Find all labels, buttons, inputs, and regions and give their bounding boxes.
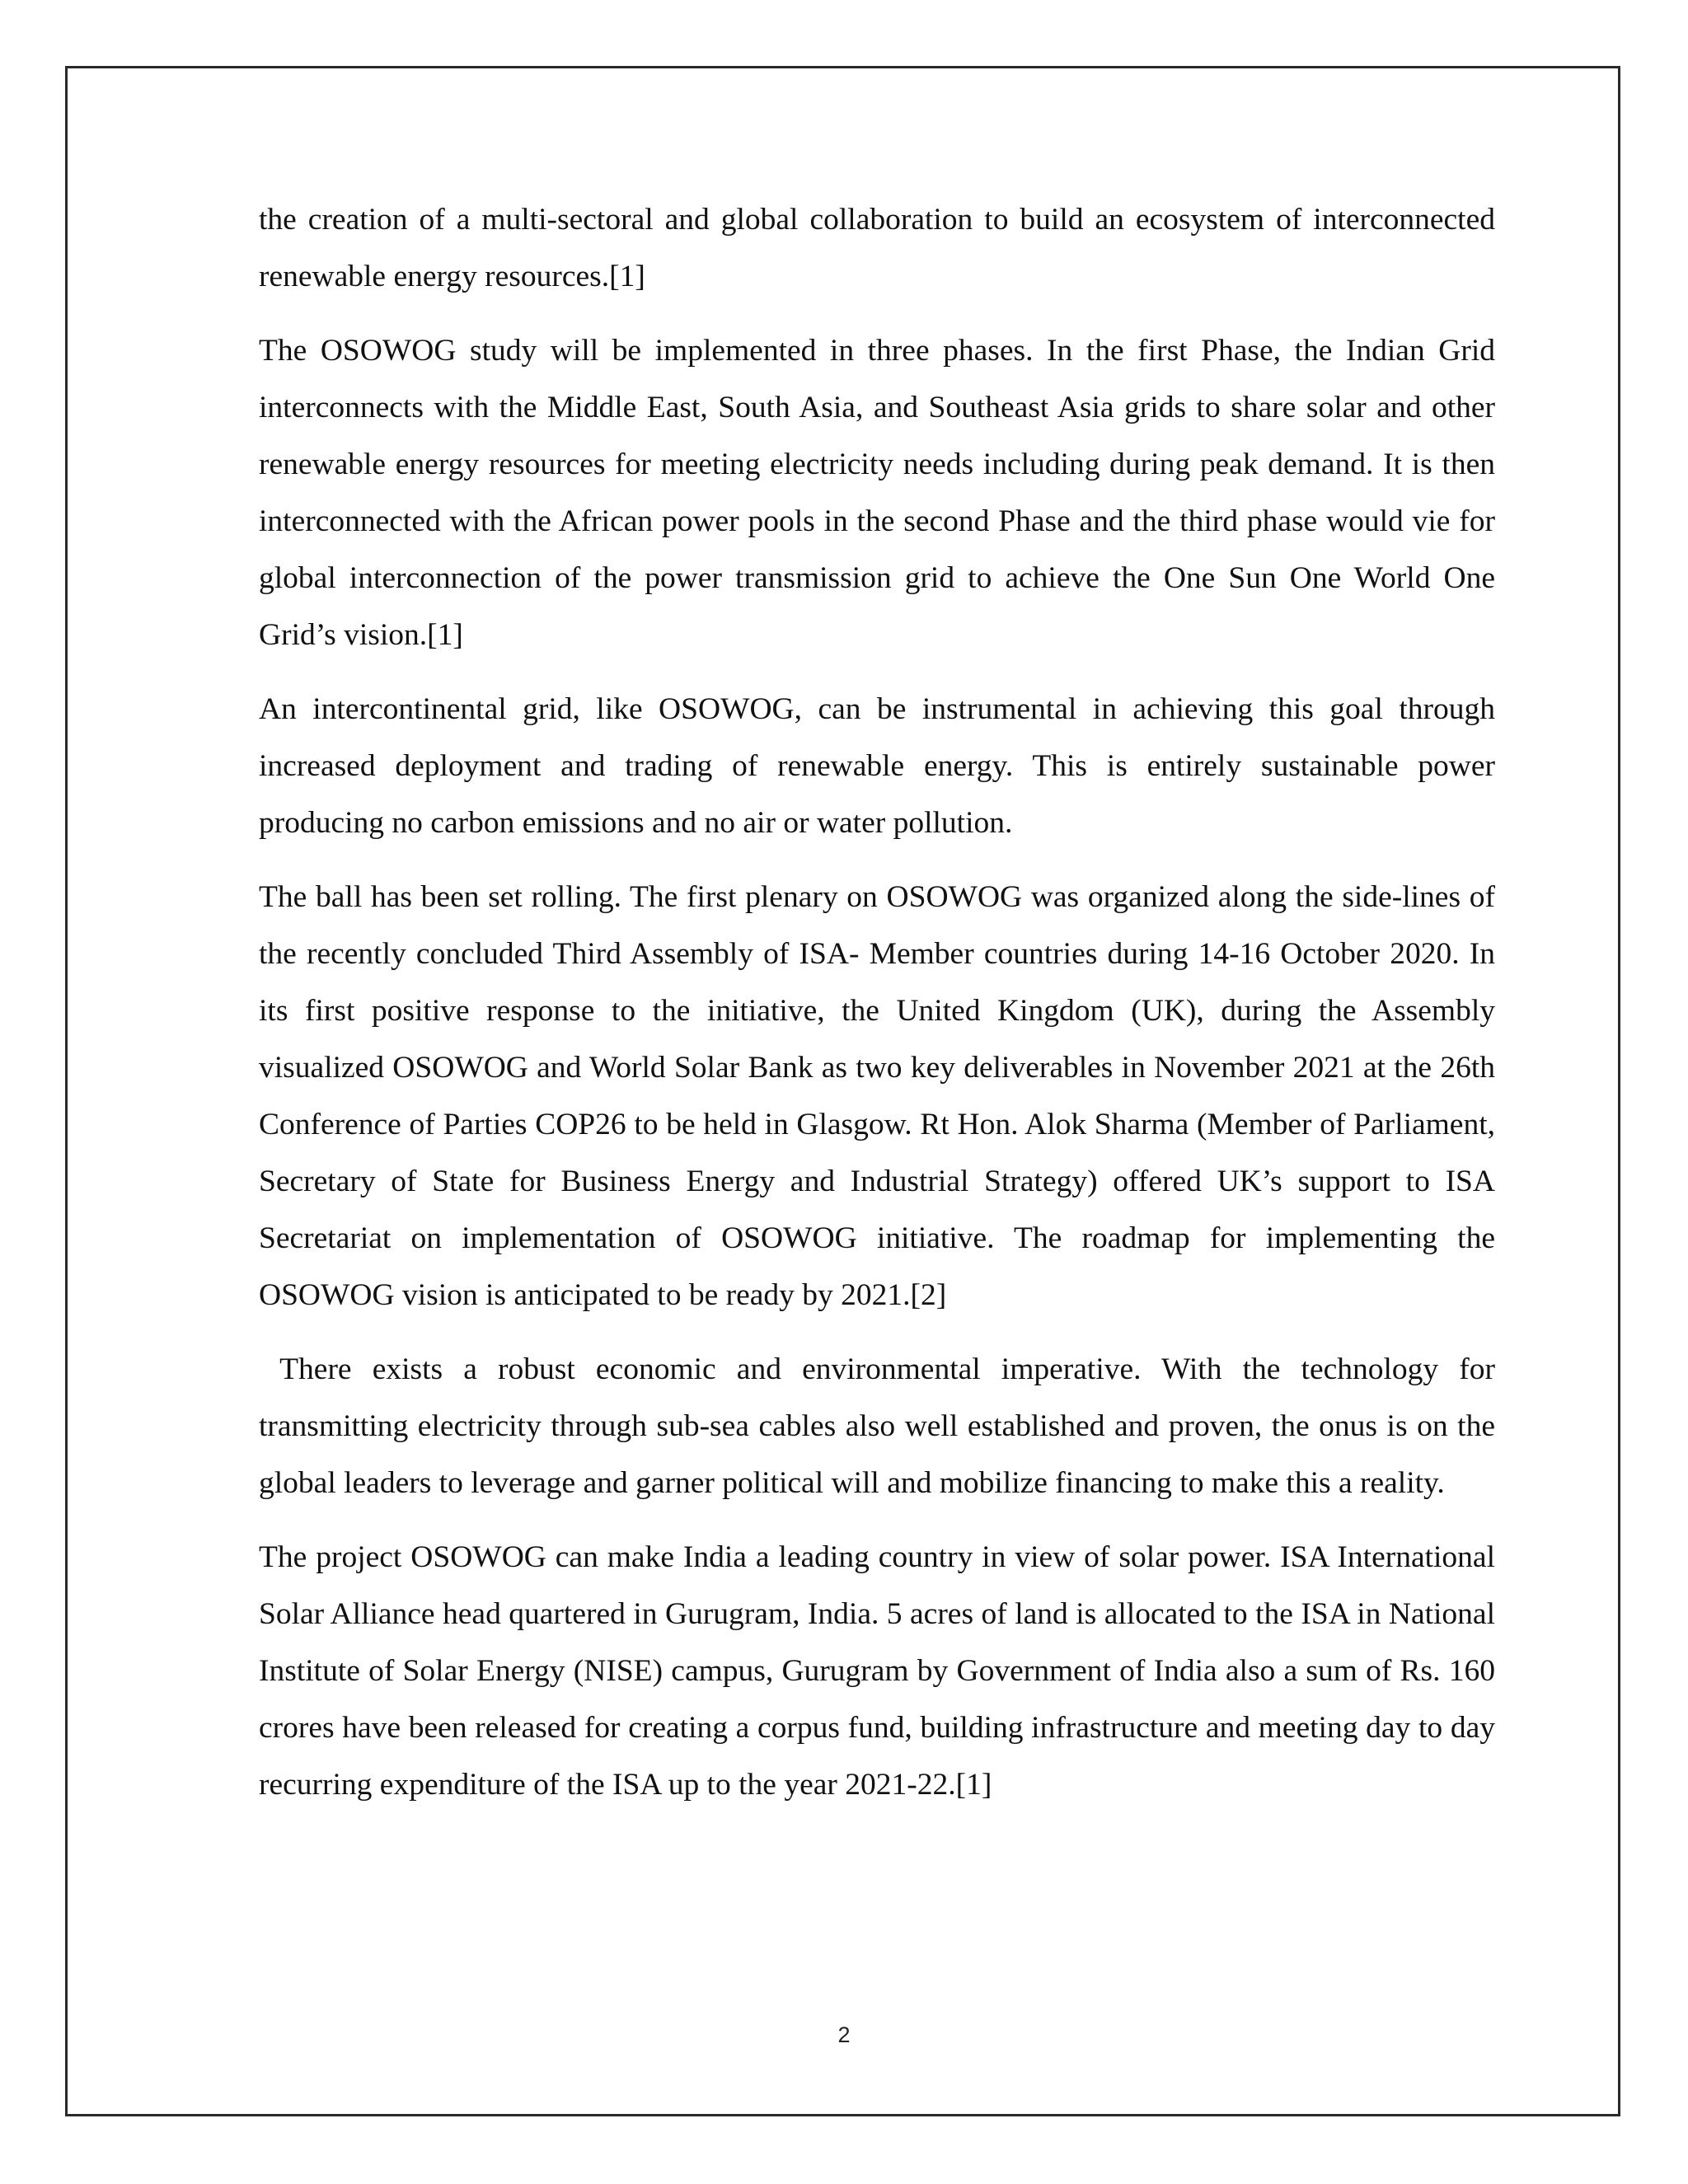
- paragraph-plenary: The ball has been set rolling. The first plenary on OSOWOG was organized along the side-lines of the recently concluded Third Assembly of ISA- Member countries during 14-16 October 2020. In its first positive response to the initiative, the United Kingdom (UK), during the Assembly visualized OSOWOG and World Solar Bank as two key deliverables in November 2021 at the 26th Conference of Parties COP26 to be held in Glasgow. Rt Hon. Alok Sharma (Member of Parliament, Secretary of State for Business Energy and Industrial Strategy) offered UK’s support to ISA Secretariat on implementation of OSOWOG initiative. The roadmap for implementing the OSOWOG vision is anticipated to be ready by 2021.[2]: [259, 880, 1495, 1312]
- paragraph-india-isa: The project OSOWOG can make India a leading country in view of solar power. ISA International Solar Alliance head quartered in Gurugram, India. 5 acres of land is allocated to the ISA in National Institute of Solar Energy (NISE) campus, Gurugram by Government of India also a sum of Rs. 160 crores have been released for creating a corpus fund, building infrastructure and meeting day to day recurring expenditure of the ISA up to the year 2021-22.[1]: [259, 1540, 1495, 1802]
- paragraph-phases: The OSOWOG study will be implemented in three phases. In the first Phase, the Indian Grid interconnects with the Middle East, South Asia, and Southeast Asia grids to share solar and other renewable energy resources for meeting electricity needs including during peak demand. It is then interconnected with the African power pools in the second Phase and the third phase would vie for global interconnection of the power transmission grid to achieve the One Sun One World One Grid’s vision.[1]: [259, 334, 1495, 652]
- document-body: [259, 191, 1503, 1830]
- paragraph-imperative: There exists a robust economic and environmental imperative. With the technology for transmitting electricity through sub-sea cables also well established and proven, the onus is on the global leaders to leverage and garner political will and mobilize financing to make this a reality.: [259, 1352, 1503, 1500]
- page-number: 2: [837, 2022, 851, 2047]
- paragraph-intercontinental-grid: An intercontinental grid, like OSOWOG, can be instrumental in achieving this goal through increased deployment and trading of renewable energy. This is entirely sustainable power producing no carbon emissions and no air or water pollution.: [259, 692, 1495, 840]
- paragraph-continuation: the creation of a multi-sectoral and global collaboration to build an ecosystem of interconnected renewable energy resources.[1]: [259, 203, 1495, 293]
